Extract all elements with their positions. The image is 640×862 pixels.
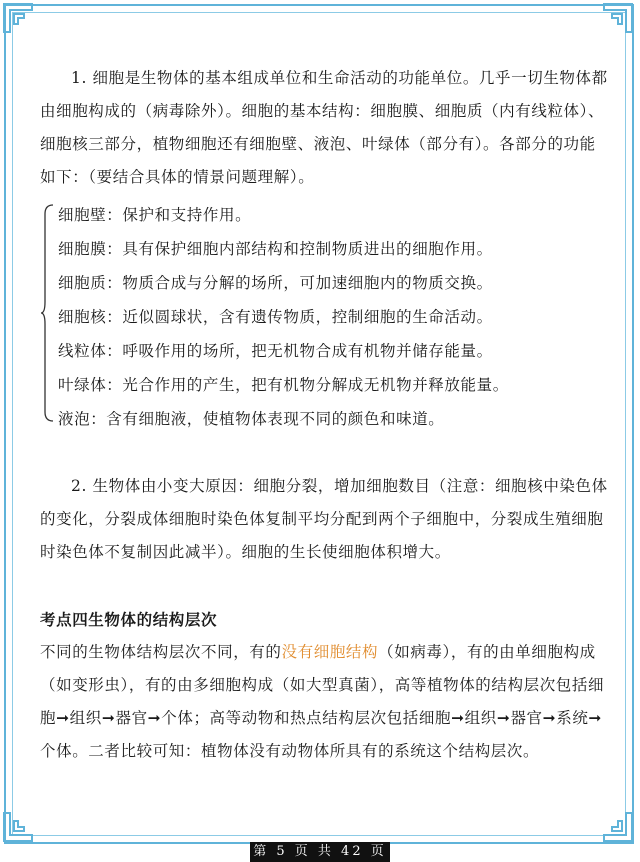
corner-ornament-icon [2, 2, 36, 36]
list-item: 线粒体：呼吸作用的场所，把无机物合成有机物并储存能量。 [58, 342, 493, 360]
corner-ornament-icon [2, 809, 36, 843]
highlighted-term: 没有细胞结构 [281, 643, 379, 661]
paragraph-structure-levels [40, 636, 610, 768]
list-item: 细胞膜：具有保护细胞内部结构和控制物质进出的细胞作用。 [58, 240, 493, 258]
list-item: 细胞核：近似圆球状，含有遗传物质，控制细胞的生命活动。 [58, 308, 493, 326]
list-item: 液泡：含有细胞液，使植物体表现不同的颜色和味道。 [58, 410, 445, 428]
document-body [40, 62, 610, 768]
list-item: 细胞壁：保护和支持作用。 [58, 206, 252, 224]
list-item: 叶绿体：光合作用的产生，把有机物分解成无机物并释放能量。 [58, 376, 509, 394]
paragraph-cell-division: 2. 生物体由小变大原因：细胞分裂，增加细胞数目（注意：细胞核中染色体的变化，分裂成体细胞时染色体复制平均分配到两个子细胞中，分裂成生殖细胞时染色体不复制因此减半）。细胞的生长使细胞体积增大。 [40, 477, 608, 561]
list-item: 细胞质：物质合成与分解的场所，可加速细胞内的物质交换。 [58, 274, 493, 292]
paragraph-text: 不同的生物体结构层次不同，有的 [40, 643, 282, 661]
section-heading: 考点四生物体的结构层次 [40, 610, 218, 629]
paragraph-cell-basics: 1. 细胞是生物体的基本组成单位和生命活动的功能单位。几乎一切生物体都由细胞构成的（病毒除外）。细胞的基本结构：细胞膜、细胞质（内有线粒体）、细胞核三部分，植物细胞还有细胞壁、液泡、叶绿体（部分有）。各部分的功能如下：（要结合具体的情景问题理解）。 [40, 69, 608, 186]
cell-structure-list [40, 198, 610, 436]
left-brace-icon [40, 204, 54, 422]
page-number: 第 5 页 共 42 页 [250, 842, 390, 862]
corner-ornament-icon [600, 2, 634, 36]
corner-ornament-icon [600, 809, 634, 843]
paragraph-text: （如病毒），有的由单细胞构成（如变形虫），有的由多细胞构成（如大型真菌），高等植物体的结构层次包括细胞➞组织➞器官➞个体；高等动物和热点结构层次包括细胞➞组织➞器官➞系统➞个体。二者比较可知：植物体没有动物体所具有的系统这个结构层次。 [40, 643, 605, 760]
